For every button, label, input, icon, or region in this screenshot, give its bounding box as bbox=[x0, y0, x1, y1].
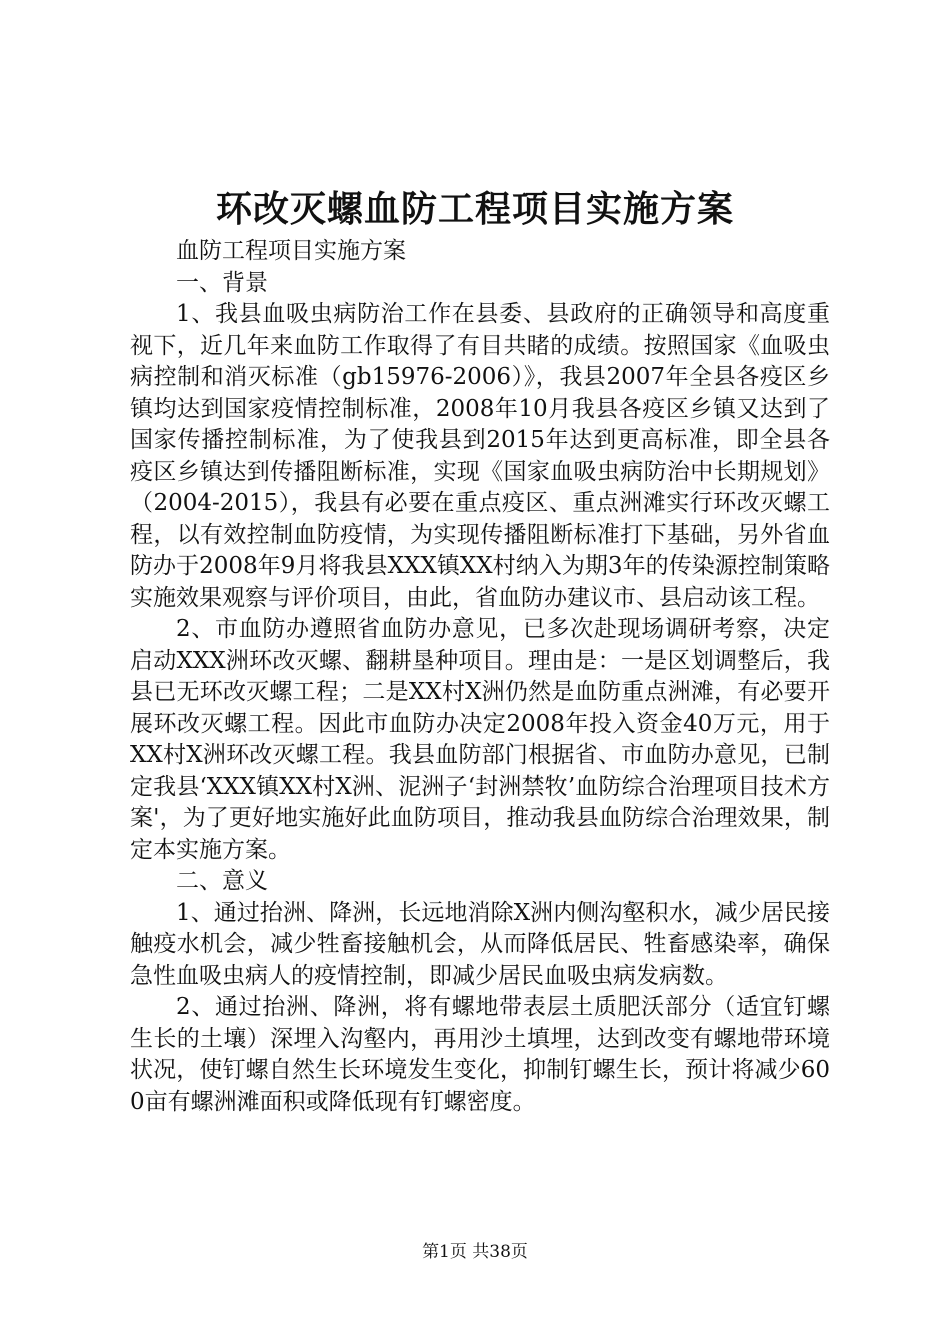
section-heading-significance: 二、意义 bbox=[176, 868, 268, 894]
document-title: 环改灭螺血防工程项目实施方案 bbox=[215, 188, 734, 230]
document-body bbox=[130, 236, 830, 1118]
significance-paragraph-2: 2、通过抬洲、降洲，将有螺地带表层土质肥沃部分（适宜钉螺生长的土壤）深埋入沟壑内，再用沙土填埋，达到改变有螺地带环境状况，使钉螺自然生长环境发生变化，抑制钉螺生长，预计将减少600亩有螺洲滩面积或降低现有钉螺密度。 bbox=[130, 994, 830, 1115]
subtitle-paragraph: 血防工程项目实施方案 bbox=[176, 238, 406, 264]
background-paragraph-1: 1、我县血吸虫病防治工作在县委、县政府的正确领导和高度重视下，近几年来血防工作取得了有目共睹的成绩。按照国家《血吸虫病控制和消灭标准（gb15976-2006）》，我县2007年全县各疫区乡镇均达到国家疫情控制标准，2008年10月我县各疫区乡镇又达到了国家传播控制标准，为了使我县到2015年达到更高标准，即全县各疫区乡镇达到传播阻断标准，实现《国家血吸虫病防治中长期规划》（2004-2015），我县有必要在重点疫区、重点洲滩实行环改灭螺工程，以有效控制血防疫情，为实现传播阻断标准打下基础，另外省血防办于2008年9月将我县XXX镇XX村纳入为期3年的传染源控制策略实施效果观察与评价项目，由此，省血防办建议市、县启动该工程。 bbox=[130, 301, 830, 611]
significance-paragraph-1: 1、通过抬洲、降洲，长远地消除X洲内侧沟壑积水，减少居民接触疫水机会，减少牲畜接触机会，从而降低居民、牲畜感染率，确保急性血吸虫病人的疫情控制，即减少居民血吸虫病发病数。 bbox=[130, 899, 830, 989]
background-paragraph-2: 2、市血防办遵照省血防办意见，已多次赴现场调研考察，决定启动XXX洲环改灭螺、翻耕垦种项目。理由是：一是区划调整后，我县已无环改灭螺工程；二是XX村X洲仍然是血防重点洲滩，有必要开展环改灭螺工程。因此市血防办决定2008年投入资金40万元，用于XX村X洲环改灭螺工程。我县血防部门根据省、市血防办意见，已制定我县‘XXX镇XX村X洲、泥洲子‘封洲禁牧’血防综合治理项目技术方案'，为了更好地实施好此血防项目，推动我县血防综合治理效果，制定本实施方案。 bbox=[130, 616, 830, 863]
section-heading-background: 一、背景 bbox=[176, 269, 268, 296]
page-number-footer: 第1页 共38页 bbox=[422, 1242, 528, 1262]
